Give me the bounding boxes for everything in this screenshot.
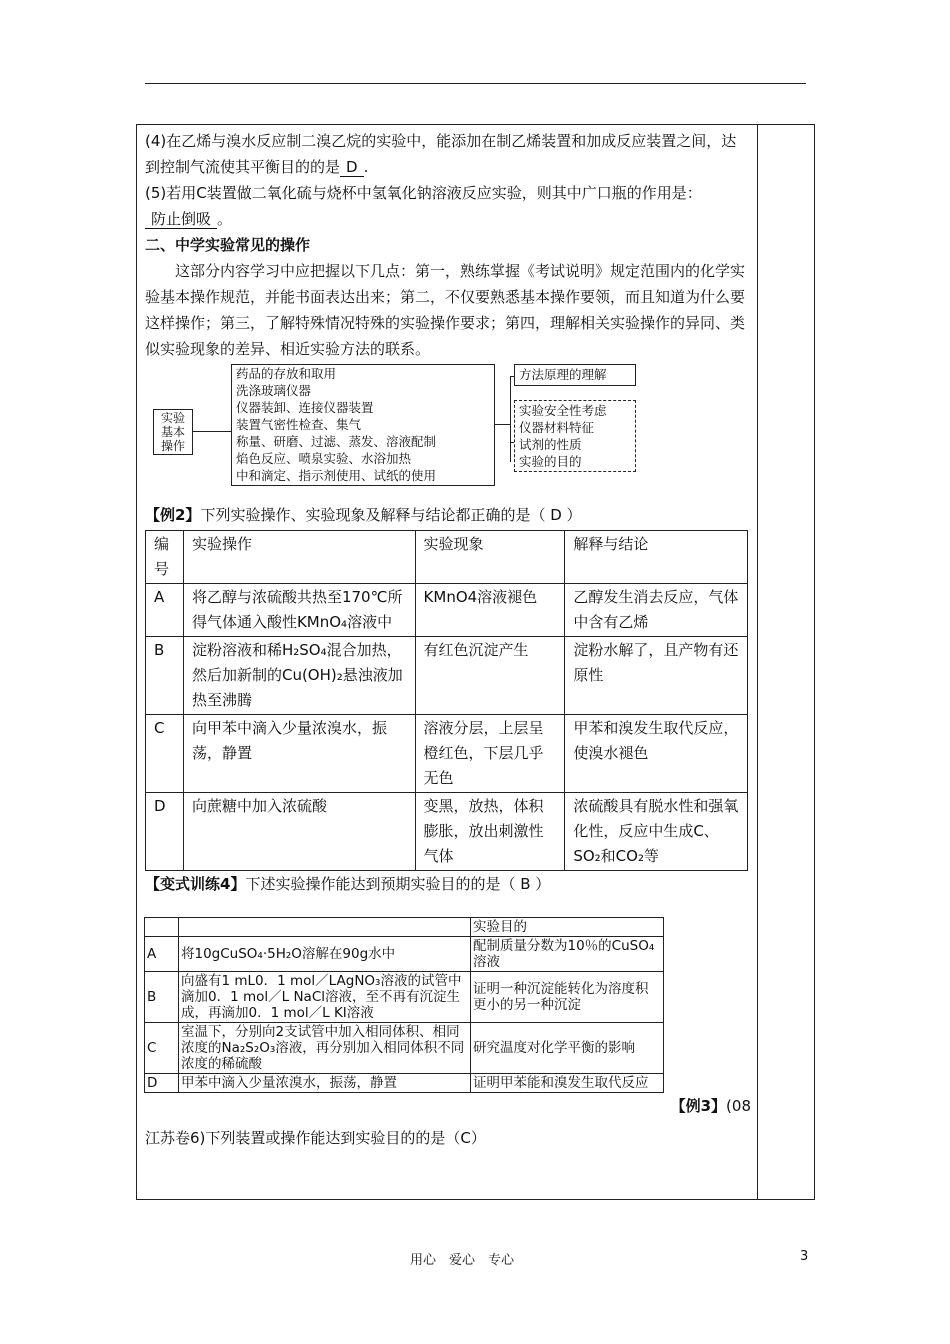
- diagram-operations-box: [231, 364, 495, 486]
- diagram-op: 装置气密性检查、集气: [236, 417, 362, 432]
- diagram-op: 中和滴定、指示剂使用、试纸的使用: [236, 468, 437, 483]
- diagram-root-box: [153, 409, 193, 455]
- table-header-cell: 实验现象: [415, 531, 565, 584]
- content-area: [145, 128, 751, 1151]
- example-3-tag-line: 【例3】(08: [670, 1097, 751, 1115]
- table-row: B 淀粉溶液和稀H₂SO₄混合加热，然后加新制的Cu(OH)₂悬浊液加热至沸腾 有红色沉淀产生 淀粉水解了，且产物有还原性: [146, 637, 748, 715]
- diagram-op: 焰色反应、喷泉实验、水浴加热: [236, 451, 412, 466]
- table-row: A 将10gCuSO₄·5H₂O溶解在90g水中 配制质量分数为10％的CuSO₄溶液: [145, 937, 664, 972]
- question-4: (4)在乙烯与溴水反应制二溴乙烷的实验中，能添加在制乙烯装置和加成反应装置之间，达到控制气流使其平衡目的的是 D .: [145, 132, 737, 176]
- table-row: D 甲苯中滴入少量浓溴水，振荡，静置 证明甲苯能和溴发生取代反应: [145, 1074, 664, 1093]
- diagram-op: 洗涤玻璃仪器: [236, 383, 312, 398]
- table-header-cell: 解释与结论: [565, 531, 748, 584]
- table-row: C 向甲苯中滴入少量浓溴水，振荡，静置 溶液分层，上层呈橙红色，下层几乎无色 甲苯和溴发生取代反应，使溴水褪色: [146, 715, 748, 793]
- table-header-cell: 编号: [146, 531, 184, 584]
- table-header-cell: 实验目的: [471, 918, 664, 937]
- diagram-root-label: 实验基本操作: [160, 411, 185, 453]
- example-2-table: [145, 530, 748, 871]
- answer-q5: 防止倒吸: [145, 210, 217, 229]
- table-row: B 向盛有1 mL0．1 mol／LAgNO₃溶液的试管中滴加0．1 mol／L NaCl溶液，至不再有沉淀生成，再滴加0．1 mol／L KI溶液 证明一种沉淀能转化为溶度积更小的另一种沉淀: [145, 972, 664, 1023]
- frame-right-column-divider: [757, 124, 758, 1200]
- section-intro: 这部分内容学习中应把握以下几点：第一，熟练掌握《考试说明》规定范围内的化学实验基本操作规范，并能书面表达出来；第二，不仅要熟悉基本操作要领，而且知道为什么要这样操作；第三，了解特殊情况特殊的实验操作要求；第四，理解相关实验操作的异同、类似实验现象的差异、相近实验方法的联系。: [145, 262, 746, 358]
- diagram-principle-box: [514, 364, 636, 386]
- table-header-row: [145, 918, 664, 937]
- table-header-row: [146, 531, 748, 584]
- operations-diagram: [145, 364, 751, 502]
- example-3-prompt: 江苏卷6)下列装置或操作能达到实验目的的是（C）: [145, 1129, 486, 1147]
- diagram-consideration: 仪器材料特征: [519, 420, 595, 435]
- header-rule: [145, 83, 806, 84]
- variant-4-table: [144, 917, 664, 1093]
- diagram-considerations-box: [514, 400, 636, 472]
- section-heading: 二、中学实验常见的操作: [145, 236, 311, 254]
- diagram-principle-label: 方法原理的理解: [519, 367, 607, 382]
- diagram-consideration: 实验安全性考虑: [519, 403, 607, 418]
- table-row: C 室温下，分别向2支试管中加入相同体积、相同浓度的Na₂S₂O₃溶液，再分别加入相同体积不同浓度的稀硫酸 研究温度对化学平衡的影响: [145, 1023, 664, 1074]
- table-row: D 向蔗糖中加入浓硫酸 变黑，放热，体积膨胀，放出刺激性气体 浓硫酸具有脱水性和强氧化性，反应中生成C、SO₂和CO₂等: [146, 793, 748, 871]
- example-2-prompt: 【例2】下列实验操作、实验现象及解释与结论都正确的是（ D ）: [145, 506, 582, 524]
- diagram-consideration: 试剂的性质: [519, 437, 582, 452]
- table-header-cell: 实验操作: [183, 531, 415, 584]
- table-row: A 将乙醇与浓硫酸共热至170℃所得气体通入酸性KMnO₄溶液中 KMnO4溶液褪色 乙醇发生消去反应，气体中含有乙烯: [146, 584, 748, 637]
- question-5: (5)若用C装置做二氧化硫与烧杯中氢氧化钠溶液反应实验，则其中广口瓶的作用是：防止倒吸 。: [145, 184, 702, 228]
- answer-q4: D: [340, 158, 364, 177]
- page-number: 3: [800, 1249, 809, 1264]
- diagram-op: 称量、研磨、过滤、蒸发、溶液配制: [236, 434, 437, 449]
- variant-4-prompt: 【变式训练4】下述实验操作能达到预期实验目的的是（ B ）: [145, 875, 551, 893]
- diagram-consideration: 实验的目的: [519, 454, 582, 469]
- diagram-op: 仪器装卸、连接仪器装置: [236, 400, 374, 415]
- diagram-op: 药品的存放和取用: [236, 366, 337, 381]
- footer-motto: 用心 爱心 专心: [410, 1253, 515, 1268]
